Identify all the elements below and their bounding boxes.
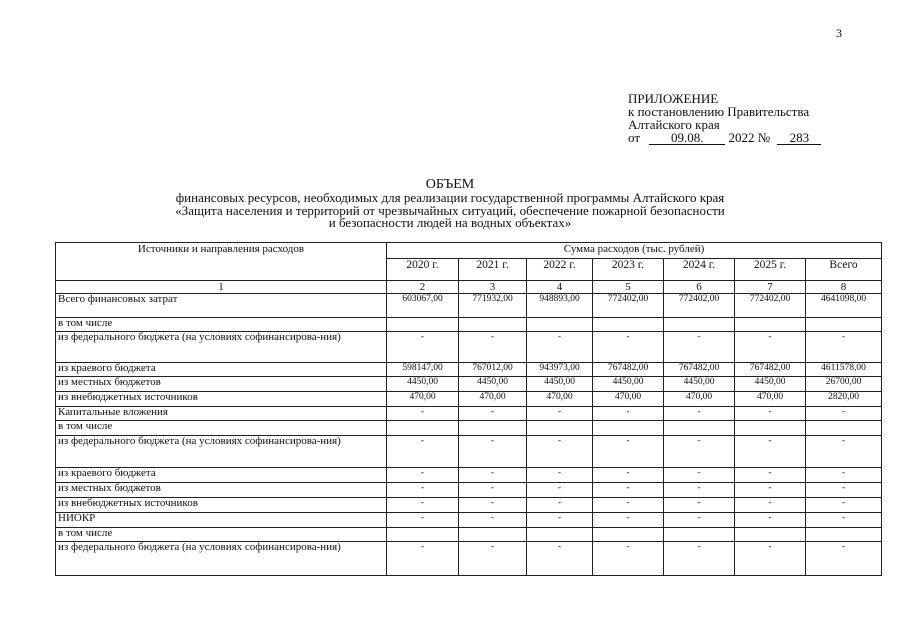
- table-row: [56, 421, 882, 436]
- column-index: 7: [735, 281, 806, 294]
- column-index: 6: [664, 281, 735, 294]
- value-cell: -: [459, 332, 527, 363]
- value-cell: -: [459, 407, 527, 421]
- value-cell: -: [593, 483, 664, 498]
- table-row: [56, 294, 882, 318]
- value-cell: 4450,00: [527, 377, 593, 392]
- value-cell: [459, 528, 527, 542]
- value-cell: 470,00: [593, 392, 664, 407]
- value-cell: 26700,00: [806, 377, 882, 392]
- value-cell: 772402,00: [593, 294, 664, 318]
- value-cell: 772402,00: [735, 294, 806, 318]
- number-value: 283: [777, 132, 821, 145]
- table-row: [56, 528, 882, 542]
- table-row: [56, 483, 882, 498]
- value-cell: 4611578,00: [806, 363, 882, 377]
- row-label: из федерального бюджета (на условиях софинансирова-ния): [56, 542, 387, 576]
- header-sum: Сумма расходов (тыс. рублей): [387, 243, 882, 259]
- appendix-block: [628, 92, 821, 145]
- value-cell: -: [806, 513, 882, 528]
- value-cell: -: [387, 513, 459, 528]
- value-cell: -: [387, 332, 459, 363]
- column-index-row: [56, 281, 882, 294]
- row-label: Всего финансовых затрат: [56, 294, 387, 318]
- row-label: из федерального бюджета (на условиях софинансирова-ния): [56, 332, 387, 363]
- value-cell: -: [593, 436, 664, 468]
- value-cell: -: [806, 542, 882, 576]
- value-cell: 598147,00: [387, 363, 459, 377]
- value-cell: -: [387, 498, 459, 513]
- value-cell: [593, 318, 664, 332]
- value-cell: -: [735, 542, 806, 576]
- value-cell: [527, 318, 593, 332]
- value-cell: 4450,00: [459, 377, 527, 392]
- value-cell: 2820,00: [806, 392, 882, 407]
- value-cell: 470,00: [527, 392, 593, 407]
- value-cell: -: [664, 332, 735, 363]
- value-cell: -: [664, 483, 735, 498]
- value-cell: -: [527, 436, 593, 468]
- value-cell: 470,00: [387, 392, 459, 407]
- column-index: 5: [593, 281, 664, 294]
- financing-table: [55, 242, 882, 576]
- year-header: 2023 г.: [593, 259, 664, 281]
- value-cell: 470,00: [459, 392, 527, 407]
- value-cell: 603067,00: [387, 294, 459, 318]
- value-cell: 943973,00: [527, 363, 593, 377]
- value-cell: -: [806, 436, 882, 468]
- row-label: в том числе: [56, 421, 387, 436]
- value-cell: -: [593, 513, 664, 528]
- value-cell: -: [387, 407, 459, 421]
- value-cell: -: [806, 498, 882, 513]
- value-cell: -: [527, 407, 593, 421]
- table-row: [56, 377, 882, 392]
- value-cell: -: [735, 483, 806, 498]
- page-number: 3: [836, 26, 842, 40]
- column-index: 8: [806, 281, 882, 294]
- column-index: 2: [387, 281, 459, 294]
- value-cell: -: [664, 436, 735, 468]
- value-cell: 4450,00: [387, 377, 459, 392]
- value-cell: [527, 421, 593, 436]
- value-cell: -: [593, 332, 664, 363]
- row-label: в том числе: [56, 528, 387, 542]
- value-cell: -: [593, 407, 664, 421]
- heading-line-2: финансовых ресурсов, необходимых для реализации государственной программы Алтайского края: [175, 190, 725, 205]
- value-cell: -: [664, 513, 735, 528]
- value-cell: 772402,00: [664, 294, 735, 318]
- value-cell: -: [527, 468, 593, 483]
- value-cell: 4641098,00: [806, 294, 882, 318]
- from-label: от: [628, 130, 641, 145]
- year-text: 2022 №: [728, 130, 771, 145]
- value-cell: -: [735, 436, 806, 468]
- value-cell: -: [459, 483, 527, 498]
- value-cell: -: [527, 498, 593, 513]
- value-cell: -: [593, 468, 664, 483]
- column-index: 1: [56, 281, 387, 294]
- table-row: [56, 498, 882, 513]
- value-cell: [459, 318, 527, 332]
- value-cell: -: [664, 407, 735, 421]
- heading-line-4: и безопасности людей на водных объектах»: [328, 215, 572, 230]
- value-cell: -: [459, 468, 527, 483]
- value-cell: -: [459, 498, 527, 513]
- value-cell: -: [459, 542, 527, 576]
- appendix-title: ПРИЛОЖЕНИЕ: [628, 91, 719, 106]
- value-cell: -: [664, 542, 735, 576]
- year-header: 2021 г.: [459, 259, 527, 281]
- value-cell: -: [387, 483, 459, 498]
- year-header: 2025 г.: [735, 259, 806, 281]
- value-cell: 767482,00: [735, 363, 806, 377]
- column-index: 4: [527, 281, 593, 294]
- table-row: [56, 332, 882, 363]
- table-row: [56, 436, 882, 468]
- value-cell: [459, 421, 527, 436]
- value-cell: 470,00: [735, 392, 806, 407]
- value-cell: 767482,00: [593, 363, 664, 377]
- value-cell: [735, 421, 806, 436]
- value-cell: -: [387, 436, 459, 468]
- value-cell: [806, 421, 882, 436]
- value-cell: -: [806, 468, 882, 483]
- value-cell: [664, 318, 735, 332]
- year-header: 2022 г.: [527, 259, 593, 281]
- document-heading: [60, 178, 840, 230]
- value-cell: -: [664, 468, 735, 483]
- value-cell: 470,00: [664, 392, 735, 407]
- date-value: 09.08.: [649, 132, 725, 145]
- heading-line-3: «Защита населения и территорий от чрезвычайных ситуаций, обеспечение пожарной безопасности: [175, 202, 725, 218]
- value-cell: -: [735, 468, 806, 483]
- value-cell: [806, 318, 882, 332]
- value-cell: -: [735, 407, 806, 421]
- table-row: [56, 542, 882, 576]
- table-row: [56, 392, 882, 407]
- value-cell: -: [806, 407, 882, 421]
- value-cell: 771932,00: [459, 294, 527, 318]
- value-cell: -: [735, 332, 806, 363]
- value-cell: -: [527, 332, 593, 363]
- row-label: из внебюджетных источников: [56, 498, 387, 513]
- appendix-line-3: Алтайского края: [628, 117, 720, 132]
- row-label: из местных бюджетов: [56, 377, 387, 392]
- table-header: [56, 243, 882, 294]
- value-cell: -: [593, 498, 664, 513]
- value-cell: [387, 528, 459, 542]
- table-row: [56, 468, 882, 483]
- value-cell: 948893,00: [527, 294, 593, 318]
- value-cell: -: [459, 513, 527, 528]
- value-cell: -: [387, 542, 459, 576]
- value-cell: [593, 421, 664, 436]
- header-source: Источники и направления расходов: [56, 243, 387, 281]
- year-header: 2024 г.: [664, 259, 735, 281]
- value-cell: -: [459, 436, 527, 468]
- table-row: [56, 363, 882, 377]
- value-cell: -: [735, 498, 806, 513]
- value-cell: [387, 318, 459, 332]
- table-row: [56, 407, 882, 421]
- value-cell: [527, 528, 593, 542]
- value-cell: -: [664, 498, 735, 513]
- value-cell: 767012,00: [459, 363, 527, 377]
- value-cell: 767482,00: [664, 363, 735, 377]
- value-cell: [735, 318, 806, 332]
- value-cell: -: [593, 542, 664, 576]
- value-cell: [664, 528, 735, 542]
- value-cell: 4450,00: [735, 377, 806, 392]
- value-cell: 4450,00: [593, 377, 664, 392]
- row-label: из внебюджетных источников: [56, 392, 387, 407]
- table-row: [56, 513, 882, 528]
- value-cell: [387, 421, 459, 436]
- value-cell: -: [527, 542, 593, 576]
- table-row: [56, 318, 882, 332]
- value-cell: [664, 421, 735, 436]
- total-header: Всего: [806, 259, 882, 281]
- appendix-date-line: [628, 131, 821, 145]
- row-label: из краевого бюджета: [56, 363, 387, 377]
- value-cell: -: [527, 483, 593, 498]
- value-cell: -: [387, 468, 459, 483]
- value-cell: -: [527, 513, 593, 528]
- table-body: [56, 294, 882, 576]
- column-index: 3: [459, 281, 527, 294]
- value-cell: [806, 528, 882, 542]
- value-cell: [593, 528, 664, 542]
- row-label: из местных бюджетов: [56, 483, 387, 498]
- row-label: из краевого бюджета: [56, 468, 387, 483]
- heading-line-1: ОБЪЕМ: [425, 177, 475, 192]
- value-cell: -: [806, 483, 882, 498]
- value-cell: -: [806, 332, 882, 363]
- row-label: НИОКР: [56, 513, 387, 528]
- row-label: Капитальные вложения: [56, 407, 387, 421]
- appendix-line-2: к постановлению Правительства: [628, 104, 810, 119]
- row-label: в том числе: [56, 318, 387, 332]
- row-label: из федерального бюджета (на условиях софинансирова-ния): [56, 436, 387, 468]
- value-cell: [735, 528, 806, 542]
- value-cell: 4450,00: [664, 377, 735, 392]
- value-cell: -: [735, 513, 806, 528]
- year-header: 2020 г.: [387, 259, 459, 281]
